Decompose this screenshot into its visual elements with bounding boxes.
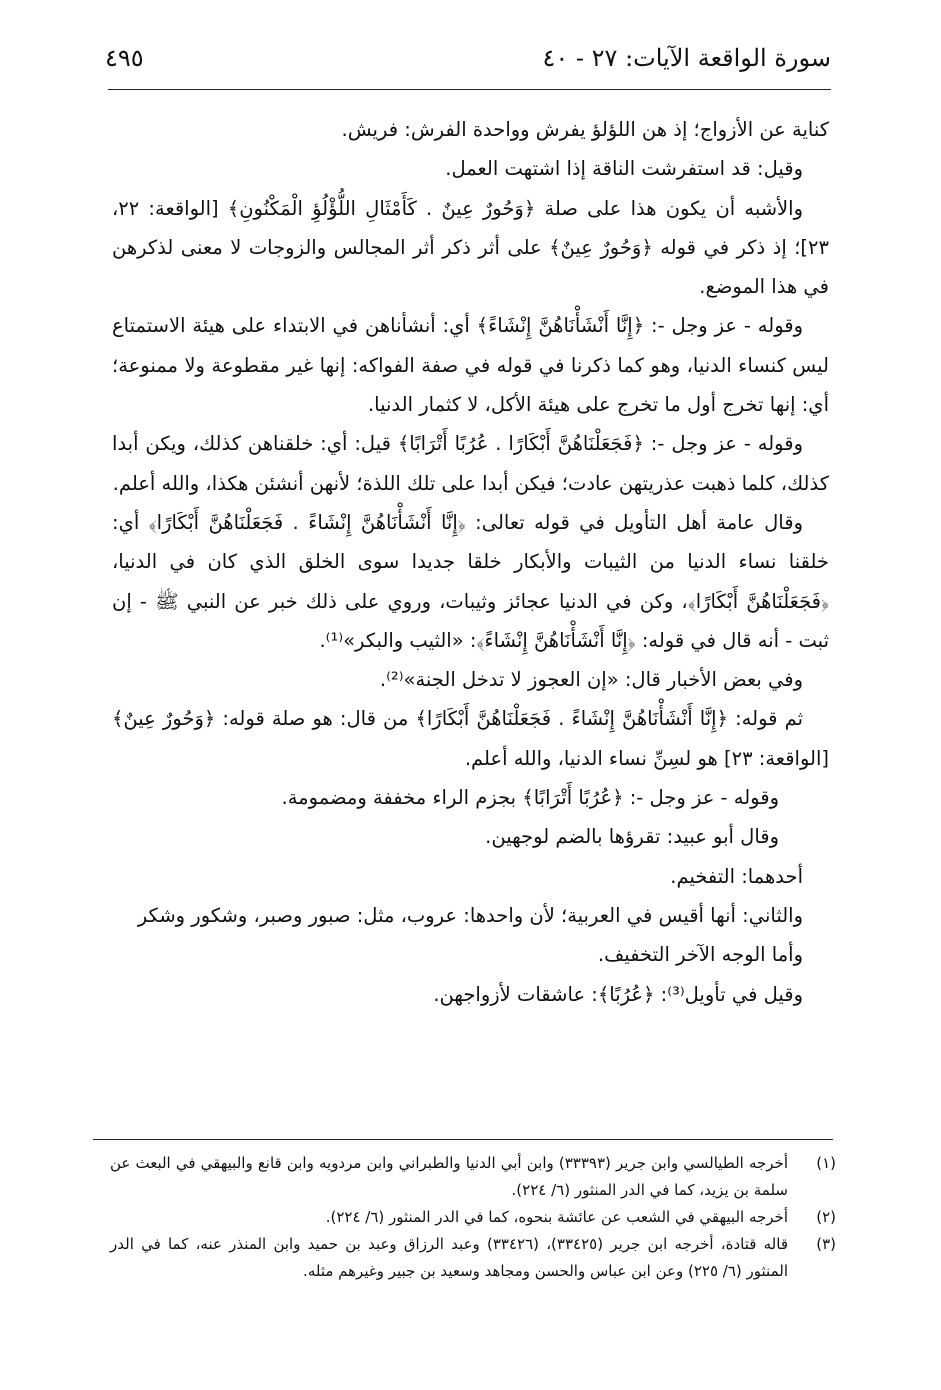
page-number: ٤٩٥ bbox=[105, 44, 144, 72]
paragraph: وقال عامة أهل التأويل في قوله تعالى: ﴿إِنَّا أَنْشَأْنَاهُنَّ إِنْشَاءً . فَجَعَلْنَاهُنَّ أَبْكَارًا﴾ أي: خلقنا نساء الدنيا من الثيبات والأبكار خلقا جديدا سوى الخلق الذي كان في الدنيا، ﴿فَجَعَلْنَاهُنَّ أَبْكَارًا﴾، وكن في الدنيا عجائز وثيبات، وروي على ذلك خبر عن النبي ﷺ - إن ثبت - أنه قال في قوله: ﴿إِنَّا أَنْشَأْنَاهُنَّ إِنْشَاءً﴾: «الثيب والبكر»⁽¹⁾. bbox=[112, 510, 829, 652]
footnote-text: أخرجه البيهقي في الشعب عن عائشة بنحوه، كما في الدر المنثور (٦/ ٢٢٤). bbox=[325, 1208, 788, 1226]
paragraph: وقوله - عز وجل -: ﴿عُرُبًا أَتْرَابًا﴾ بجزم الراء مخففة ومضمومة. bbox=[281, 786, 779, 810]
main-text bbox=[112, 110, 829, 1014]
header-divider bbox=[108, 89, 831, 90]
footnote-number: (١) bbox=[816, 1154, 836, 1172]
footnote bbox=[110, 1204, 836, 1231]
running-title: سورة الواقعة الآيات: ٢٧ - ٤٠ bbox=[542, 44, 831, 72]
footnote-text: أخرجه الطيالسي وابن جرير (٣٣٣٩٣) وابن أبي الدنيا والطبراني وابن مردويه وابن قانع والبيهقي في البعث عن سلمة بن يزيد، كما في الدر المنثور (٦/ ٢٢٤). bbox=[110, 1154, 789, 1199]
paragraph: والأشبه أن يكون هذا على صلة ﴿وَحُورٌ عِينٌ . كَأَمْثَالِ اللُّؤْلُؤِ الْمَكْنُونِ﴾ [الواقعة: ٢٢، ٢٣]؛ إذ ذكر في قوله ﴿وَحُورٌ عِينٌ﴾ على أثر ذكر أثر المجالس والزوجات لا معنى لذكرهن في هذا الموضع. bbox=[112, 196, 829, 299]
page-header bbox=[105, 44, 831, 86]
paragraph: وقيل: قد استفرشت الناقة إذا اشتهت العمل. bbox=[445, 157, 803, 181]
paragraph: وأما الوجه الآخر التخفيف. bbox=[597, 943, 803, 967]
footnote-number: (٢) bbox=[816, 1208, 836, 1226]
footnote-number: (٣) bbox=[816, 1235, 836, 1253]
footnote bbox=[110, 1150, 836, 1204]
paragraph: وقال أبو عبيد: تقرؤها بالضم لوجهين. bbox=[485, 825, 779, 849]
footnote bbox=[110, 1231, 836, 1285]
paragraph: وقيل في تأويل⁽³⁾: ﴿عُرُبًا﴾: عاشقات لأزواجهن. bbox=[433, 982, 803, 1006]
paragraph: وفي بعض الأخبار قال: «إن العجوز لا تدخل الجنة»⁽²⁾. bbox=[379, 668, 803, 692]
paragraph: أحدهما: التفخيم. bbox=[670, 864, 803, 888]
paragraph: والثاني: أنها أقيس في العربية؛ لأن واحدها: عروب، مثل: صبور وصبر، وشكور وشكر bbox=[137, 903, 803, 927]
paragraph: وقوله - عز وجل -: ﴿فَجَعَلْنَاهُنَّ أَبْكَارًا . عُرُبًا أَتْرَابًا﴾ قيل: أي: خلقناهن كذلك، ويكن أبدا كذلك، كلما ذهبت عذريتهن عادت؛ فيكن أبدا على تلك اللذة؛ لأنهن أنشئن هكذا، والله أعلم. bbox=[112, 432, 829, 495]
paragraph: وقوله - عز وجل -: ﴿إِنَّا أَنْشَأْنَاهُنَّ إِنْشَاءً﴾ أي: أنشأناهن في الابتداء على هيئة الاستمتاع ليس كنساء الدنيا، وهو كما ذكرنا في قوله في صفة الفواكه: إنها غير مقطوعة ولا ممنوعة؛ أي: إنها تخرج أول ما تخرج على هيئة الأكل، لا كثمار الدنيا. bbox=[112, 314, 829, 417]
footnote-divider bbox=[93, 1139, 833, 1140]
footnote-text: قاله قتادة، أخرجه ابن جرير (٣٣٤٢٥)، (٣٣٤٢٦) وعبد الرزاق وعبد بن حميد وابن المنذر عنه، كما في الدر المنثور (٦/ ٢٢٥) وعن ابن عباس والحسن ومجاهد وسعيد بن جبير وغيرهم مثله. bbox=[110, 1235, 788, 1280]
footnotes bbox=[110, 1150, 836, 1285]
paragraph: ثم قوله: ﴿إِنَّا أَنْشَأْنَاهُنَّ إِنْشَاءً . فَجَعَلْنَاهُنَّ أَبْكَارًا﴾ من قال: هو صلة قوله: ﴿وَحُورٌ عِينٌ﴾ [الواقعة: ٢٣] هو لسِنِّ نساء الدنيا، والله أعلم. bbox=[112, 707, 829, 770]
paragraph: كناية عن الأزواج؛ إذ هن اللؤلؤ يفرش وواحدة الفرش: فريش. bbox=[341, 118, 829, 141]
